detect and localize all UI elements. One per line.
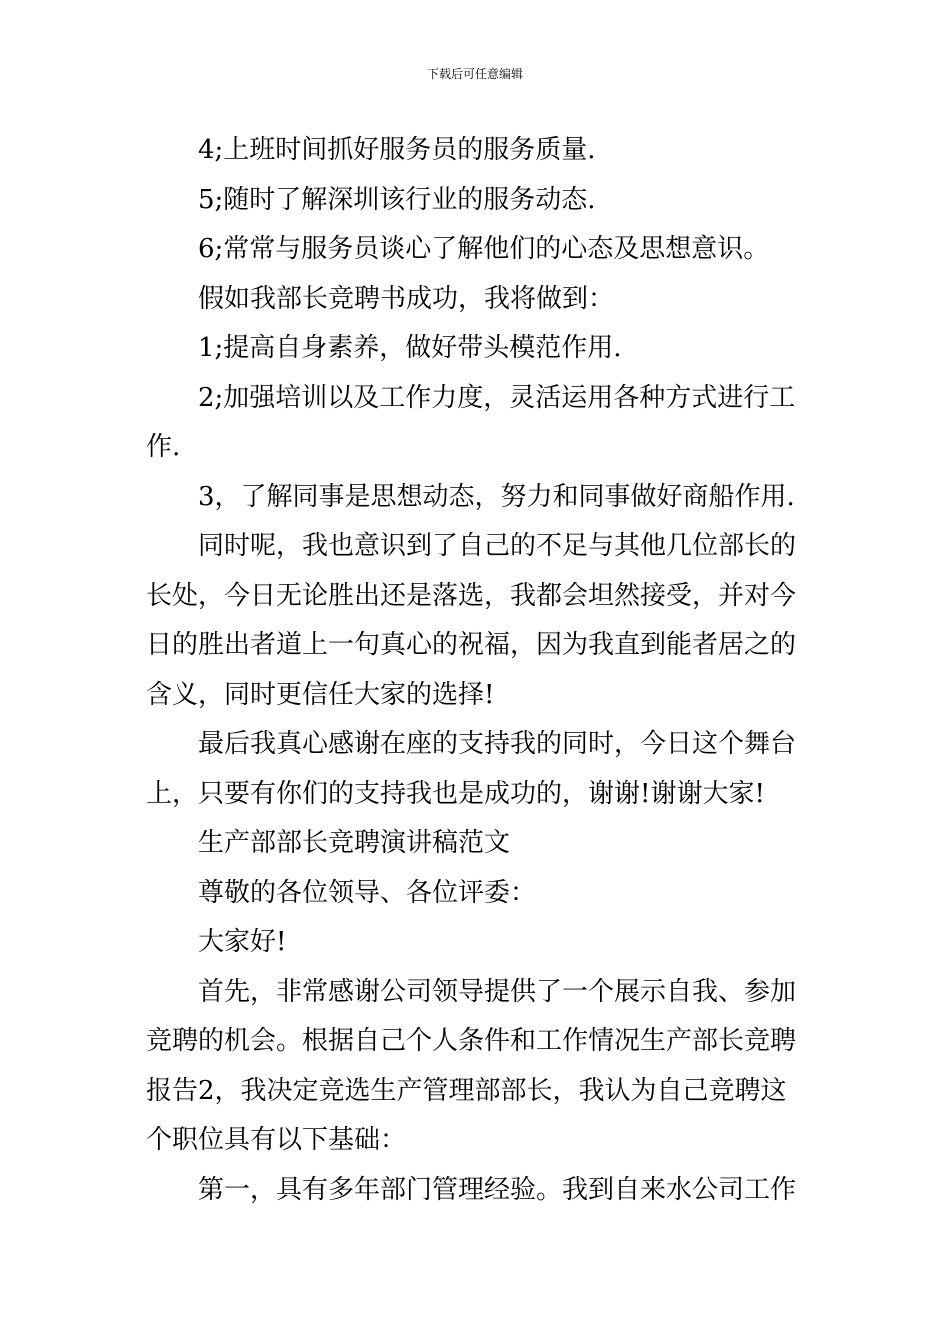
- paragraph: 第一，具有多年部门管理经验。我到自来水公司工作: [198, 1174, 797, 1205]
- greeting: 大家好!: [198, 927, 287, 957]
- paragraph: 5;随时了解深圳该行业的服务动态.: [198, 184, 596, 215]
- salutation: 尊敬的各位领导、各位评委：: [198, 877, 537, 908]
- page-header-note: 下载后可任意编辑: [426, 67, 523, 81]
- paragraph: 6;常常与服务员谈心了解他们的心态及思想意识。: [198, 234, 770, 264]
- paragraph: 同时呢，我也意识到了自己的不足与其他几位部长的长处，今日无论胜出还是落选，我都会坦然接受，并对今日的胜出者道上一句真心的祝福，因为我直到能者居之的含义，同时更信任大家的选择!: [146, 531, 797, 710]
- paragraph: 4;上班时间抓好服务员的服务质量.: [198, 135, 596, 165]
- paragraph: 3，了解同事是思想动态，努力和同事做好商船作用.: [198, 481, 795, 512]
- paragraph: 最后我真心感谢在座的支持我的同时，今日这个舞台上，只要有你们的支持我也是成功的，谢谢!谢谢大家!: [146, 729, 797, 809]
- document-body: [146, 126, 806, 1215]
- paragraph: 首先，非常感谢公司领导提供了一个展示自我、参加竞聘的机会。根据自己个人条件和工作情况生产部长竞聘报告2，我决定竞选生产管理部部长，我认为自己竞聘这个职位具有以下基础：: [146, 976, 797, 1155]
- paragraph: 2;加强培训以及工作力度，灵活运用各种方式进行工作.: [146, 382, 796, 462]
- section-title: 生产部部长竞聘演讲稿范文: [198, 828, 511, 858]
- paragraph: 1;提高自身素养，做好带头模范作用.: [198, 333, 622, 363]
- paragraph: 假如我部长竞聘书成功，我将做到：: [198, 283, 615, 314]
